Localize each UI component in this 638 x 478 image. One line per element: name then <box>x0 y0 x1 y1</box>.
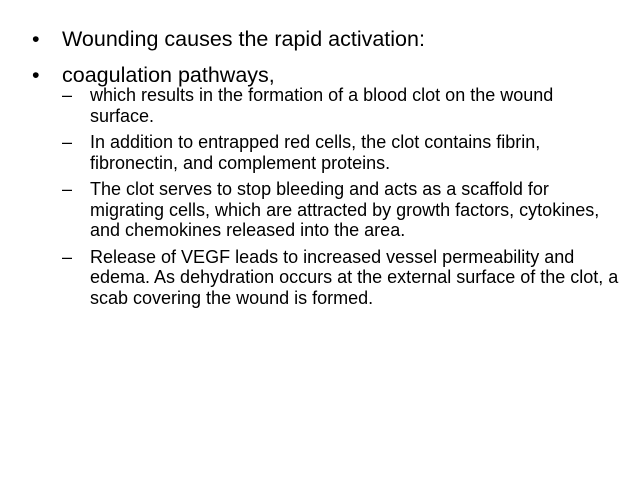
sub-bullet-marker: – <box>62 179 73 199</box>
bullet-text: Wounding causes the rapid activation: <box>62 27 425 51</box>
sub-bullet-item <box>60 132 620 173</box>
sub-bullet-marker: – <box>62 132 73 152</box>
sub-bullet-list <box>30 85 620 308</box>
sub-bullet-text: which results in the formation of a blood clot on the wound surface. <box>90 85 554 126</box>
bullet-marker: • <box>32 27 40 51</box>
sub-bullet-text: Release of VEGF leads to increased vessel permeability and edema. As dehydration occurs at the external surface of the clot, a scab covering the wound is formed. <box>90 246 619 308</box>
sub-bullet-group <box>30 85 620 308</box>
sub-bullet-text: In addition to entrapped red cells, the clot contains fibrin, fibronectin, and complement proteins. <box>90 132 541 173</box>
sub-bullet-item <box>60 179 620 241</box>
sub-bullet-item <box>60 85 620 126</box>
bullet-marker: • <box>32 63 40 87</box>
sub-bullet-marker: – <box>62 246 73 267</box>
sub-bullet-text: The clot serves to stop bleeding and acts as a scaffold for migrating cells, which are attracted by growth factors, cytokines, and chemokines released into the area. <box>90 179 600 240</box>
sub-bullet-marker: – <box>62 85 73 105</box>
bullet-list <box>30 26 620 314</box>
bullet-text: coagulation pathways, <box>62 63 275 87</box>
bullet-item <box>30 26 620 52</box>
sub-bullet-item <box>60 247 620 309</box>
